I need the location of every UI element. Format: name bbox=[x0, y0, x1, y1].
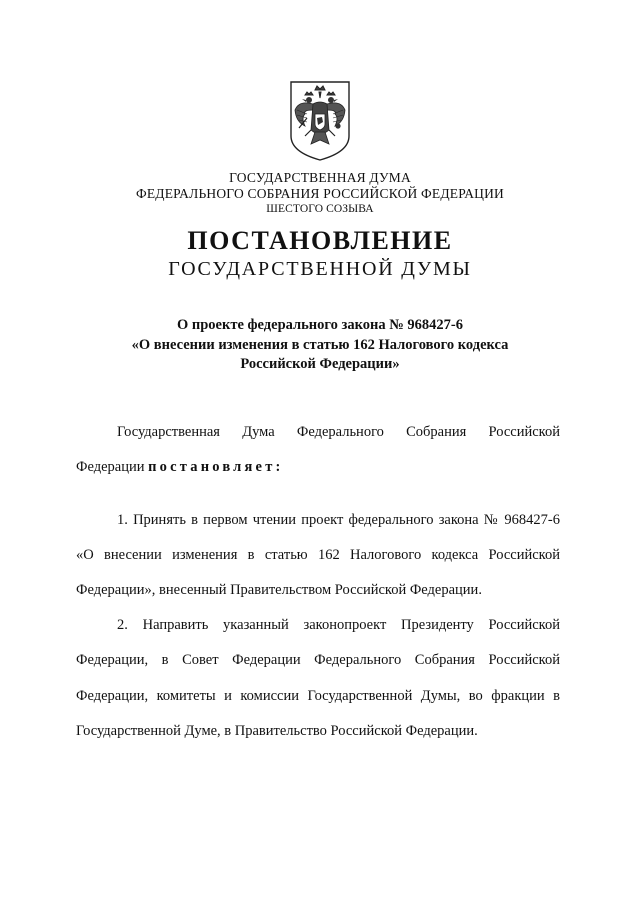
preamble-resolution-line bbox=[76, 459, 560, 476]
preamble-line: Государственная Дума Федерального Собрания Российской bbox=[117, 424, 560, 440]
resolves-keyword: постановляет: bbox=[148, 459, 284, 475]
item-1-line: 1. Принять в первом чтении проект федерального закона № 968427-6 bbox=[117, 512, 560, 528]
header-assembly: ФЕДЕРАЛЬНОГО СОБРАНИЯ РОССИЙСКОЙ ФЕДЕРАЦИИ bbox=[136, 186, 504, 201]
header-convocation: ШЕСТОГО СОЗЫВА bbox=[266, 203, 374, 215]
item-1-line: «О внесении изменения в статью 162 Налогового кодекса Российской bbox=[76, 547, 560, 563]
bill-heading-line: Российской Федерации» bbox=[240, 356, 400, 372]
double-headed-eagle-coat-of-arms-icon bbox=[285, 80, 355, 162]
item-1-line: Федерации», внесенный Правительством Российской Федерации. bbox=[76, 582, 482, 598]
bill-heading-line: О проекте федерального закона № 968427-6 bbox=[176, 317, 464, 333]
item-2-line: 2. Направить указанный законопроект Президенту Российской bbox=[117, 617, 560, 633]
document-title: ПОСТАНОВЛЕНИЕ bbox=[187, 226, 453, 255]
item-2-line: Федерации, в Совет Федерации Федерального Собрания Российской bbox=[76, 652, 560, 668]
item-2-line: Федерации, комитеты и комиссии Государственной Думы, во фракции в bbox=[76, 688, 560, 704]
bill-heading-line: «О внесении изменения в статью 162 Налогового кодекса bbox=[131, 336, 509, 353]
preamble-prefix: Федерации bbox=[76, 459, 149, 475]
header-institution: ГОСУДАРСТВЕННАЯ ДУМА bbox=[229, 170, 411, 185]
item-2-line: Государственной Думе, в Правительство Российской Федерации. bbox=[76, 723, 478, 739]
document-subtitle: ГОСУДАРСТВЕННОЙ ДУМЫ bbox=[168, 258, 472, 280]
bill-heading bbox=[0, 316, 640, 375]
